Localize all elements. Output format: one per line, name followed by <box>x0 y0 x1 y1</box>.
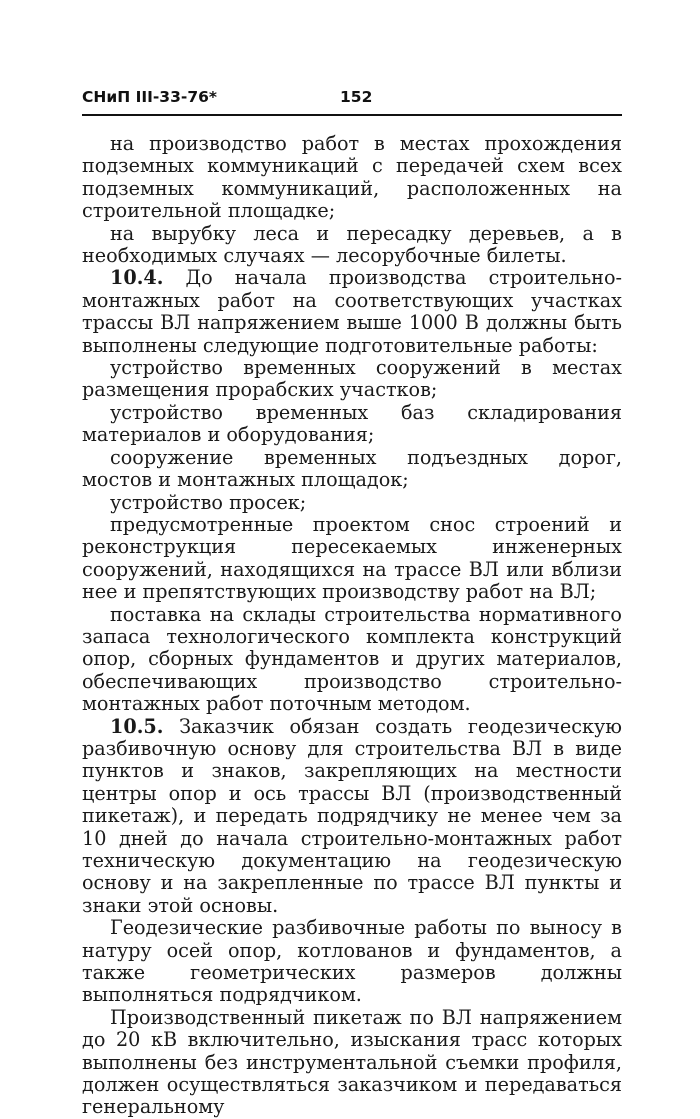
clause-number: 10.5. <box>110 714 164 738</box>
paragraph: Геодезические разбивочные работы по выносу в натуру осей опор, котлованов и фундаментов, а также геометрических размеров должны выполняться подрядчиком. <box>82 916 622 1007</box>
page-number: 152 <box>340 88 373 106</box>
body-text <box>82 133 622 1119</box>
header-rule <box>82 114 622 116</box>
document-code: СНиП III-33-76* <box>82 88 217 106</box>
list-item: устройство временных баз складирования материалов и оборудования; <box>82 400 622 447</box>
list-item: поставка на склады строительства нормативного запаса технологического комплекта конструкций опор, сборных фундаментов и других материалов, обеспечивающих производство строительно-монтажных работ поточным методом. <box>82 602 622 716</box>
paragraph: Производственный пикетаж по ВЛ напряжением до 20 кВ включительно, изыскания трасс которых выполнены без инструментальной съемки профиля, должен осуществляться заказчиком и передаваться генеральному <box>82 1005 622 1119</box>
list-item: устройство просек; <box>110 490 307 514</box>
running-header <box>82 86 622 110</box>
list-item: предусмотренные проектом снос строений и реконструкция пересекаемых инженерных сооружений, находящихся на трассе ВЛ или вблизи нее и препятствующих производству работ на ВЛ; <box>82 512 622 604</box>
clause-number: 10.4. <box>110 266 164 290</box>
list-item: сооружение временных подъездных дорог, мостов и монтажных площадок; <box>82 445 622 492</box>
paragraph: на производство работ в местах прохождения подземных коммуникаций с передачей схем всех подземных коммуникаций, расположенных на строительной площадке; <box>82 132 622 223</box>
clause-10-4: 10.4. До начала производства строительно-монтажных работ на соответствующих участках трассы ВЛ напряжением выше 1000 В должны быть выполнены следующие подготовительные работы: <box>82 266 622 357</box>
list-item: устройство временных сооружений в местах размещения прорабских участков; <box>82 356 622 402</box>
clause-10-5: 10.5. Заказчик обязан создать геодезическую разбивочную основу для строительства ВЛ в виде пунктов и знаков, закрепляющих на местности центры опор и ось трассы ВЛ (производственный пикетаж), и передать подрядчику не менее чем за 10 дней до начала строительно-монтажных работ техническую документацию на геодезическую основу и на закрепленные по трассе ВЛ пункты и знаки этой основы. <box>82 714 622 917</box>
paragraph: на вырубку леса и пересадку деревьев, а в необходимых случаях — лесорубочные билеты. <box>82 221 622 268</box>
